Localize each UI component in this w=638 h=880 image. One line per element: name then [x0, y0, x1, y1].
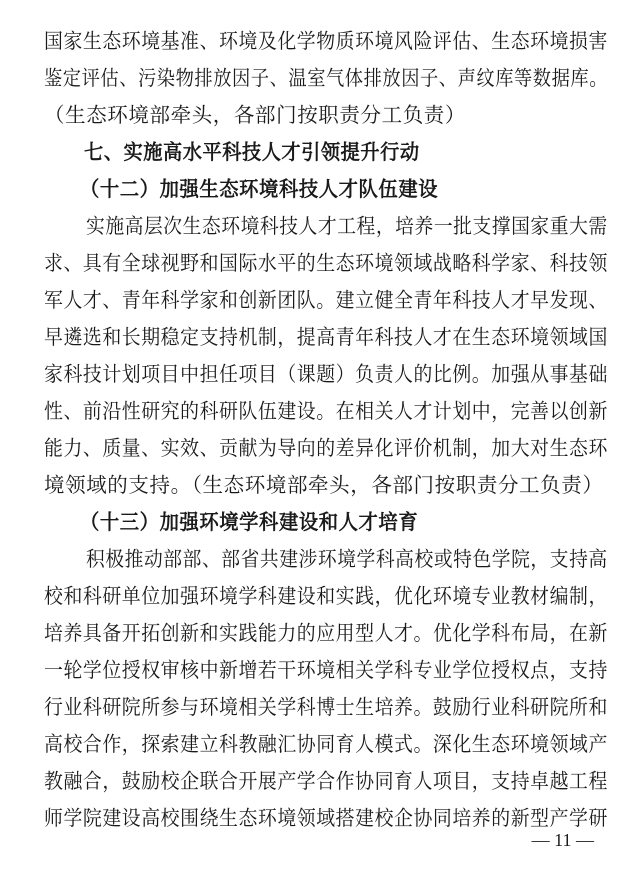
text-line: 教融合，鼓励校企联合开展产学合作协同育人项目，支持卓越工程 — [44, 769, 608, 793]
page-number: — 11 — — [531, 830, 594, 850]
text-line: 性、前沿性研究的科研队伍建设。在相关人才计划中，完善以创新 — [44, 399, 608, 423]
subsection-heading: （十三）加强环境学科建设和人才培育 — [80, 510, 419, 534]
text-line: 军人才、青年科学家和创新团队。建立健全青年科技人才早发现、 — [44, 288, 608, 312]
text-line: 境领域的支持。（生态环境部牵头，各部门按职责分工负责） — [44, 473, 604, 497]
paragraph-first-line: 积极推动部部、部省共建涉环境学科高校或特色学院，支持高 — [86, 547, 608, 571]
paragraph-first-line: 实施高层次生态环境科技人才工程，培养一批支撑国家重大需 — [86, 214, 608, 238]
text-line: 求、具有全球视野和国际水平的生态环境领域战略科学家、科技领 — [44, 251, 608, 275]
text-line: 家科技计划项目中担任项目（课题）负责人的比例。加强从事基础 — [44, 362, 608, 386]
text-line: 师学院建设高校围绕生态环境领域搭建校企协同培养的新型产学研 — [44, 806, 608, 830]
text-line: 行业科研院所参与环境相关学科博士生培养。鼓励行业科研院所和 — [44, 695, 608, 719]
subsection-heading: （十二）加强生态环境科技人才队伍建设 — [80, 177, 439, 201]
text-line: 鉴定评估、污染物排放因子、温室气体排放因子、声纹库等数据库。 — [44, 66, 609, 90]
text-line: （生态环境部牵头，各部门按职责分工负责） — [44, 103, 466, 127]
text-line: 能力、质量、实效、贡献为导向的差异化评价机制，加大对生态环 — [44, 436, 608, 460]
text-line: 培养具备开拓创新和实践能力的应用型人才。优化学科布局，在新 — [44, 621, 608, 645]
text-line: 一轮学位授权审核中新增若干环境相关学科专业学位授权点，支持 — [44, 658, 608, 682]
section-heading: 七、实施高水平科技人才引领提升行动 — [84, 140, 420, 164]
text-line: 国家生态环境基准、环境及化学物质环境风险评估、生态环境损害 — [44, 29, 608, 53]
text-line: 早遴选和长期稳定支持机制，提高青年科技人才在生态环境领域国 — [44, 325, 608, 349]
text-line: 高校合作，探索建立科教融汇协同育人模式。深化生态环境领域产 — [44, 732, 608, 756]
text-line: 校和科研单位加强环境学科建设和实践，优化环境专业教材编制， — [44, 584, 608, 608]
